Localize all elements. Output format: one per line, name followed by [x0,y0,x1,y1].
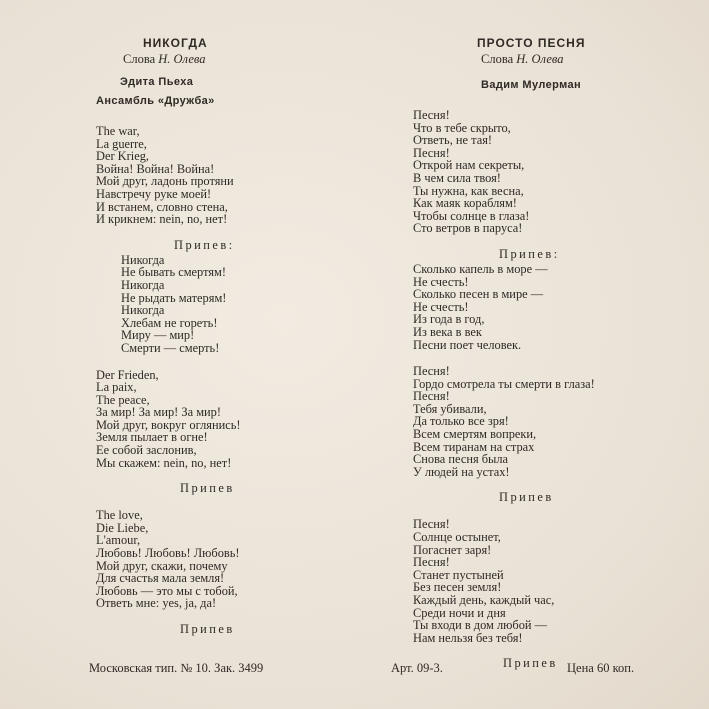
lyric-line: The war, [96,124,140,138]
verse-1 [413,109,633,235]
lyric-line: Любовь! Любовь! Любовь! [96,546,240,561]
song-left [96,36,296,637]
lyric-line: Мой друг, скажи, почему [96,558,228,573]
refrain-label: Припев: [174,237,235,252]
lyric-line: Никогда [121,252,165,267]
lyric-line: Миру — мир! [121,328,195,343]
refrain-label: Припев [180,481,235,496]
refrain-label: Припев: [499,246,560,261]
lyric-line: Без песен земля! [413,580,502,595]
refrain-label: Припев [503,656,558,671]
lyric-line: La paix, [96,380,137,395]
lyric-line: Навстречу руке моей! [96,186,212,201]
printer-info: Московская тип. № 10. Зак. 3499 [89,661,264,675]
lyric-line: The peace, [96,392,150,407]
lyricist-credit [96,52,296,70]
lyric-line: Der Krieg, [96,149,149,164]
lyric-line: Чтобы солнце в глаза! [413,208,530,223]
article-number: Арт. 09-3. [391,661,443,675]
lyric-line: Нам нельзя без тебя! [413,630,523,645]
lyric-line: Никогда [121,277,165,292]
verse-1 [96,125,296,226]
lyric-line: Ты нужна, как весна, [413,183,524,198]
lyric-line: Песня! [413,145,450,160]
lyric-line: Любовь — это мы с тобой, [96,583,238,598]
performer: Эдита Пьеха [120,76,194,88]
price: Цена 60 коп. [567,661,635,675]
lyric-line: Всем смертям вопреки, [413,427,537,442]
lyric-line: Да только все зря! [413,414,509,429]
lyric-line: Для счастья мала земля! [96,571,225,586]
lyric-line: И встанем, словно стена, [96,199,228,214]
words-by-prefix: Слова [123,52,156,66]
lyric-line: Мой друг, вокруг оглянись! [96,417,241,432]
lyric-line: Песня! [413,517,450,532]
lyric-line: Ответь мне: yes, ja, да! [96,596,217,611]
lyric-line: Die Liebe, [96,520,149,535]
lyric-line: Смерти — смерть! [121,340,220,355]
lyric-line: Погаснет заря! [413,542,492,557]
ensemble: Ансамбль «Дружба» [96,95,215,107]
lyric-line: L'amour, [96,533,141,548]
lyric-line: Сто ветров в паруса! [413,221,523,236]
lyric-line: Der Frieden, [96,367,159,382]
lyric-line: Хлебам не гореть! [121,315,218,330]
lyricist-credit [413,52,633,70]
lyric-line: Сколько песен в мире — [413,287,544,302]
lyric-line: Что в тебе скрыто, [413,120,511,135]
lyricist-name: Н. Олева [158,52,206,66]
lyric-line: Песни поет человек. [413,337,522,352]
lyric-line: Открой нам секреты, [413,158,525,173]
refrain-label: Припев [499,490,554,505]
verse-3 [413,518,633,644]
lyric-line: Сколько капель в море — [413,261,548,276]
lyric-line: Песня! [413,555,450,570]
lyric-line: Песня! [413,364,450,379]
lyric-line: Солнце остынет, [413,530,501,545]
lyric-line: La guerre, [96,136,147,151]
lyric-line: Снова песня была [413,452,509,467]
performer: Вадим Мулерман [481,79,582,91]
lyric-line: Не бывать смертям! [121,265,226,280]
lyric-line: Каждый день, каждый час, [413,593,555,607]
lyric-line: И крикнем: nein, no, нет! [96,212,228,227]
lyric-line: Ее собой заслонив, [96,443,197,458]
verse-2 [96,369,296,470]
song-right [413,36,633,671]
lyric-line: За мир! За мир! За мир! [96,405,221,420]
refrain [96,254,296,355]
lyric-line: У людей на устах! [413,464,510,479]
lyric-line: Мой друг, ладонь протяни [96,174,234,189]
lyric-line: Всем тиранам на страх [413,439,535,454]
lyric-line: Земля пылает в огне! [96,430,208,445]
lyric-line: Среди ночи и дня [413,605,506,620]
lyric-line: Война! Война! Война! [96,161,215,176]
song-title: ПРОСТО ПЕСНЯ [477,36,586,50]
song-title: НИКОГДА [143,36,208,50]
lyric-line: Никогда [121,303,165,318]
verse-3 [96,509,296,610]
refrain-label: Припев [180,622,235,636]
lyric-line: Песня! [413,389,450,404]
lyric-line: Как маяк кораблям! [413,196,517,211]
lyric-line: Ответь, не тая! [413,133,493,148]
lyric-line: В чем сила твоя! [413,170,501,185]
lyricist-name: Н. Олева [516,52,564,66]
lyric-line: Не счесть! [413,274,469,289]
words-by-prefix: Слова [481,52,514,66]
lyric-line: Песня! [413,108,450,122]
lyric-line: Гордо смотрела ты смерти в глаза! [413,376,595,391]
refrain [413,263,633,351]
lyric-line: Из года в год, [413,312,485,327]
lyric-line: Тебя убивали, [413,401,487,416]
lyric-line: Из века в век [413,324,482,339]
verse-2 [413,365,633,478]
lyric-line: Мы скажем: nein, no, нет! [96,455,232,470]
lyric-line: Не счесть! [413,299,469,314]
lyric-line: Не рыдать матерям! [121,290,227,305]
lyric-line: Ты входи в дом любой — [413,618,548,633]
lyric-line: Станет пустыней [413,567,504,582]
lyric-line: The love, [96,508,143,523]
